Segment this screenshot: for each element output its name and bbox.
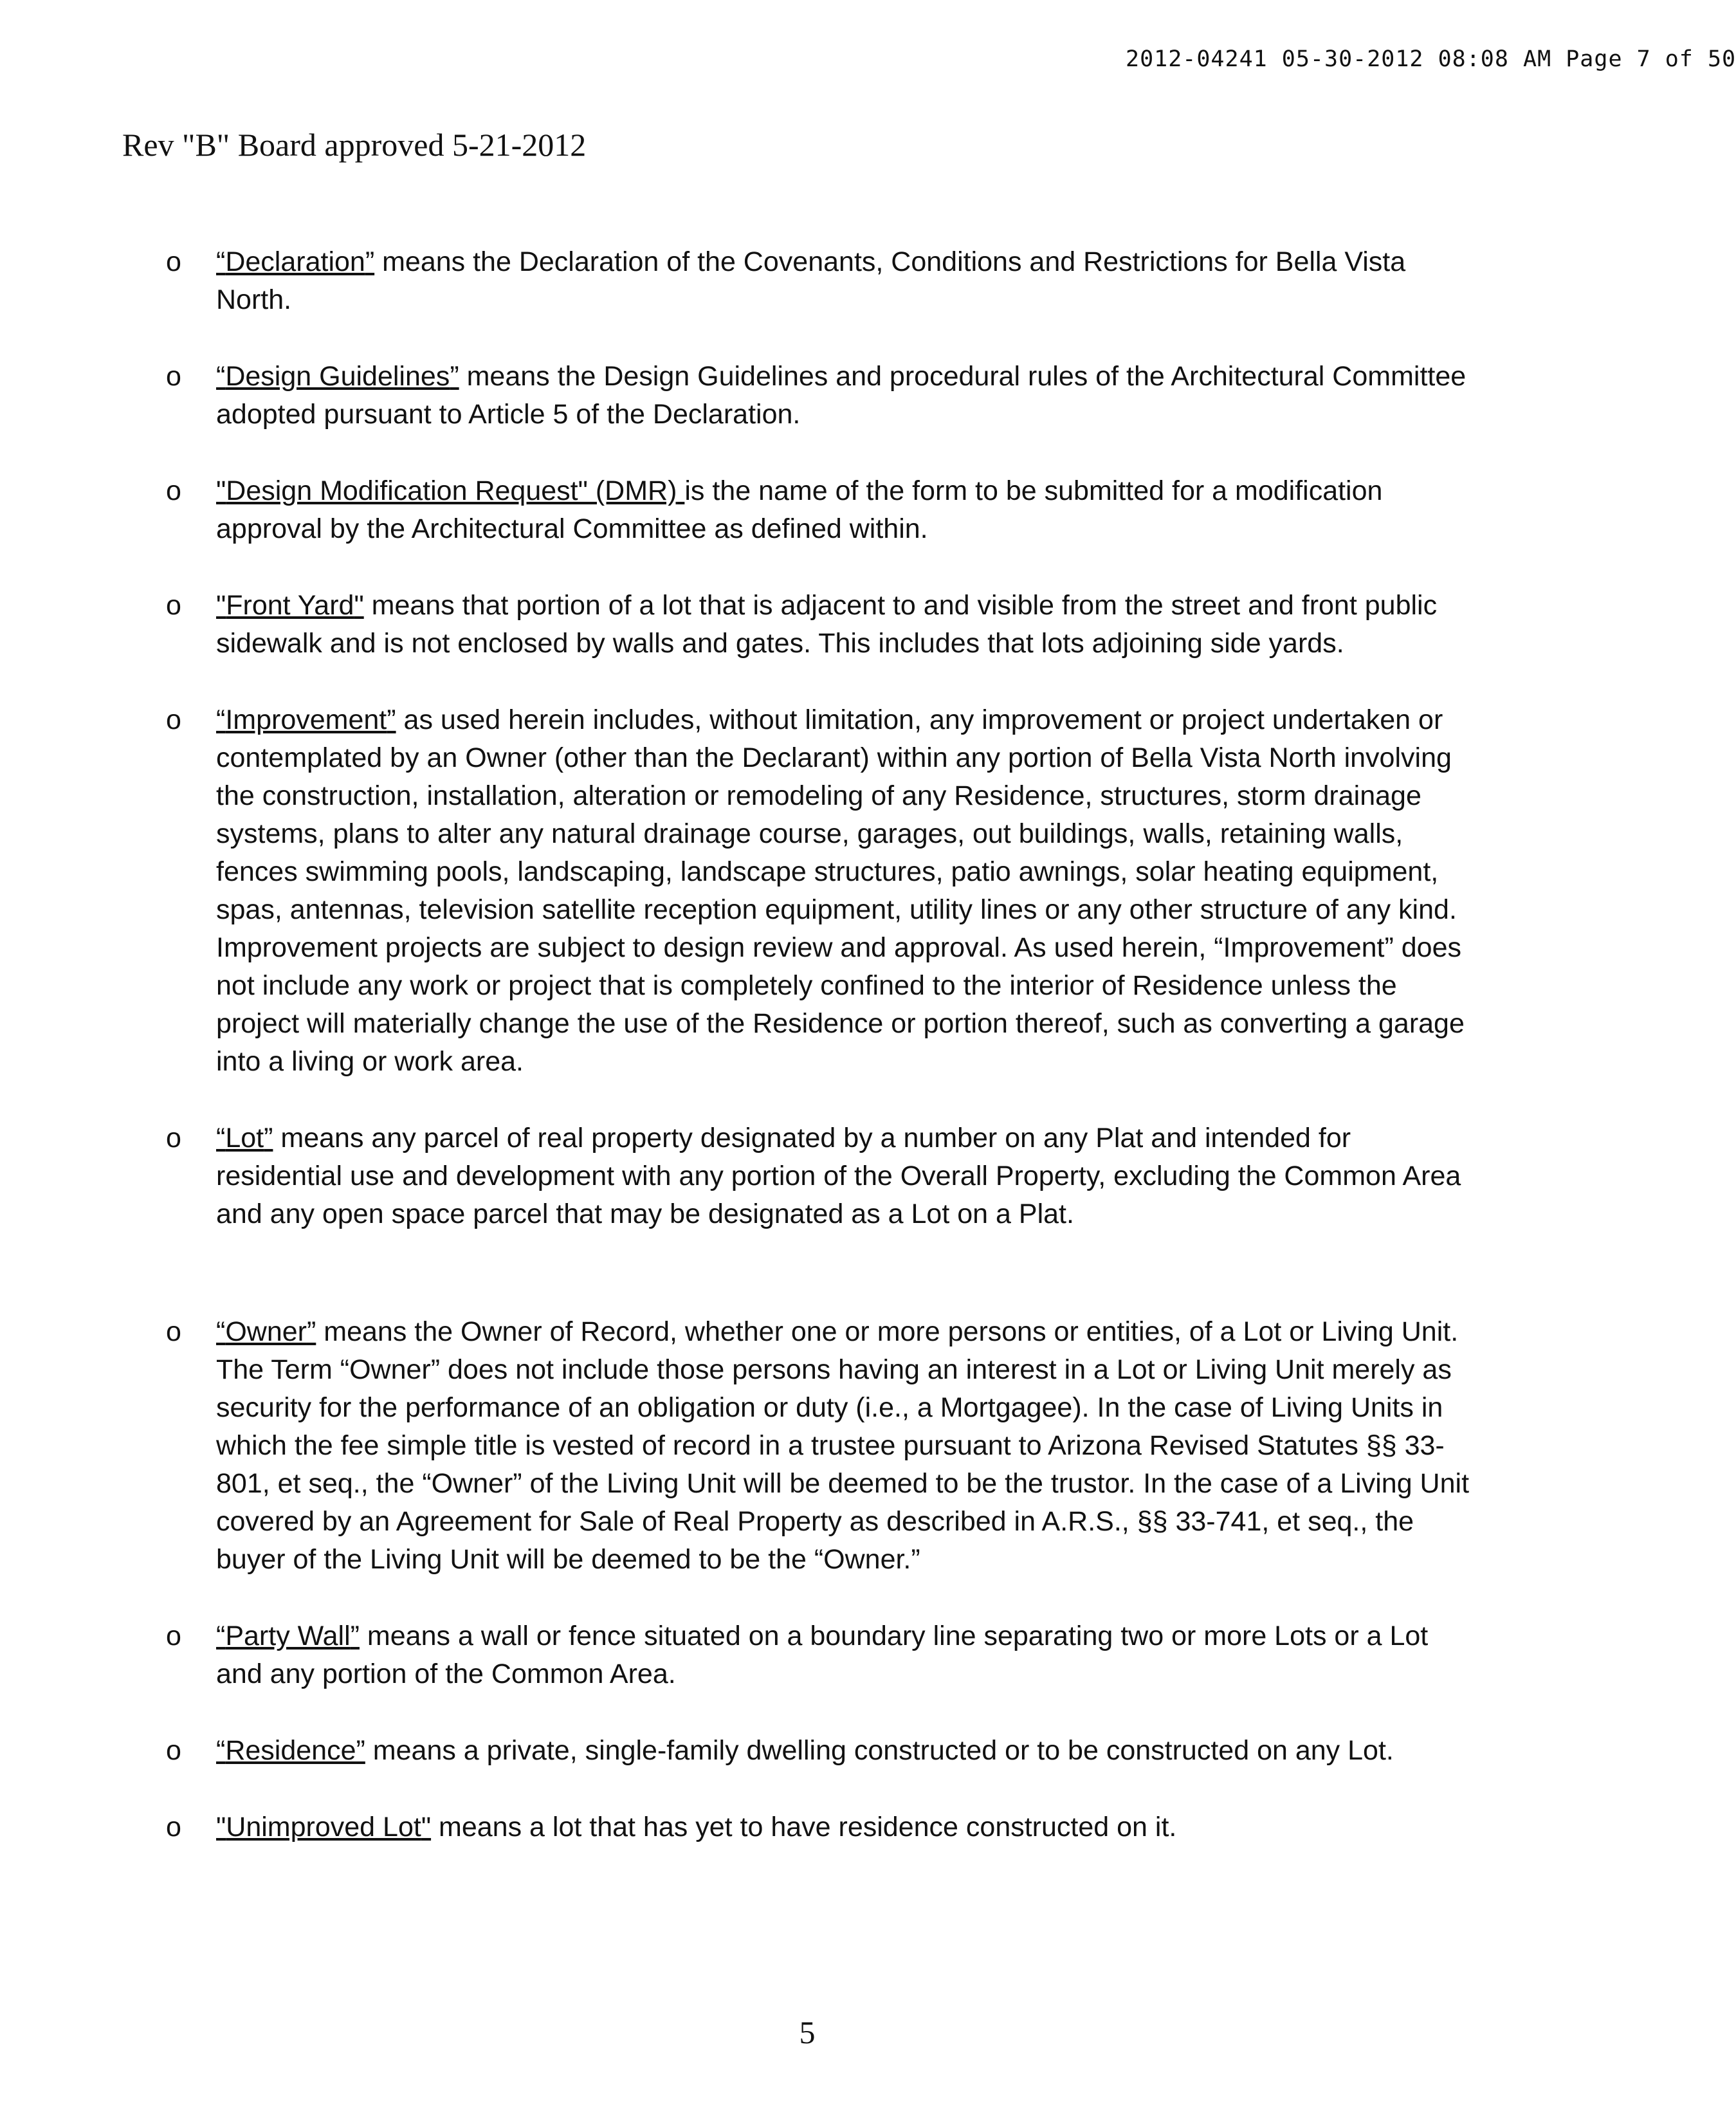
definitions-list — [0, 243, 1640, 1885]
definition-term: “Owner” — [216, 1316, 316, 1347]
definition-item-declaration — [0, 243, 1477, 319]
definition-item-improvement — [0, 701, 1477, 1081]
definition-term: "Unimproved Lot" — [216, 1812, 432, 1843]
page-number: 5 — [799, 2014, 816, 2050]
definition-term: “Lot” — [216, 1123, 273, 1153]
definition-text: means a wall or fence situated on a boundary line separating two or more Lots or a Lot and any portion of the Common Area. — [216, 1621, 1429, 1689]
definition-item-unimproved-lot — [0, 1808, 1477, 1846]
bullet-icon: o — [166, 1123, 181, 1153]
definition-term: “Improvement” — [216, 704, 396, 735]
definition-item-design-modification-request — [0, 472, 1477, 548]
definition-item-front-yard — [0, 587, 1477, 663]
definition-item-residence — [0, 1732, 1477, 1770]
bullet-icon: o — [166, 704, 181, 735]
definition-text: means that portion of a lot that is adjacent to and visible from the street and front public sidewalk and is not enclosed by walls and gates. This includes that lots adjoining side yards. — [216, 590, 1438, 659]
bullet-icon: o — [166, 246, 181, 277]
definition-item-owner — [0, 1313, 1477, 1579]
bullet-icon: o — [166, 1735, 181, 1766]
definition-text: means the Design Guidelines and procedural rules of the Architectural Committee adopted pursuant to Article 5 of the Declaration. — [216, 361, 1466, 430]
bullet-icon: o — [166, 1316, 181, 1347]
definition-text: as used herein includes, without limitation, any improvement or project undertaken or contemplated by an Owner (other than the Declarant) within any portion of Bella Vista North involving the construction, installation, alteration or remodeling of any Residence, structures, storm drainage systems, plans to alter any natural drainage course, garages, out buildings, walls, retaining walls, fences swimming pools, landscaping, landscape structures, patio awnings, solar heating equipment, spas, antennas, television satellite reception equipment, utility lines or any other structure of any kind. Improvement projects are subject to design review and approval. As used herein, “Improvement” does not include any work or project that is completely confined to the interior of Residence unless the project will materially change the use of the Residence or portion thereof, such as converting a garage into a living or work area. — [216, 704, 1465, 1077]
definition-text: means any parcel of real property designated by a number on any Plat and intended for residential use and development with any portion of the Overall Property, excluding the Common Area and any open space parcel that may be designated as a Lot on a Plat. — [216, 1123, 1461, 1229]
definition-item-party-wall — [0, 1617, 1477, 1693]
definition-term: "Design Modification Request" (DMR) — [216, 475, 677, 506]
bullet-icon: o — [166, 1812, 181, 1843]
definition-term: "Front Yard" — [216, 590, 364, 621]
definition-text: means a lot that has yet to have residence constructed on it. — [431, 1812, 1177, 1843]
definition-term: “Design Guidelines” — [216, 361, 459, 392]
bullet-icon: o — [166, 1621, 181, 1651]
definition-text: means the Owner of Record, whether one or more persons or entities, of a Lot or Living Unit. The Term “Owner” does not include those persons having an interest in a Lot or Living Unit merely as security for the performance of an obligation or duty (i.e., a Mortgagee). In the case of Living Units in which the fee simple title is vested of record in a trustee pursuant to Arizona Revised Statutes §§ 33-801, et seq., the “Owner” of the Living Unit will be deemed to be the trustor. In the case of a Living Unit covered by an Agreement for Sale of Real Property as described in A.R.S., §§ 33-741, et seq., the buyer of the Living Unit will be deemed to be the “Owner.” — [216, 1316, 1470, 1575]
definition-item-lot — [0, 1119, 1477, 1233]
definition-item-design-guidelines — [0, 358, 1477, 434]
bullet-icon: o — [166, 475, 181, 506]
definition-term: “Declaration” — [216, 246, 375, 277]
recording-stamp: 2012-04241 05-30-2012 08:08 AM Page 7 of 50 — [1126, 46, 1736, 72]
bullet-icon: o — [166, 590, 181, 621]
bullet-icon: o — [166, 361, 181, 392]
definition-term: “Party Wall” — [216, 1621, 360, 1651]
definition-term: “Residence” — [216, 1735, 365, 1766]
definition-text: is the name of the form to be submitted for a modification approval by the Architectural Committee as defined within. — [216, 475, 1383, 544]
definition-text: means the Declaration of the Covenants, Conditions and Restrictions for Bella Vista North. — [216, 246, 1406, 315]
revision-note: Rev "B" Board approved 5-21-2012 — [122, 127, 587, 163]
definition-text: means a private, single-family dwelling constructed or to be constructed on any Lot. — [365, 1735, 1394, 1766]
